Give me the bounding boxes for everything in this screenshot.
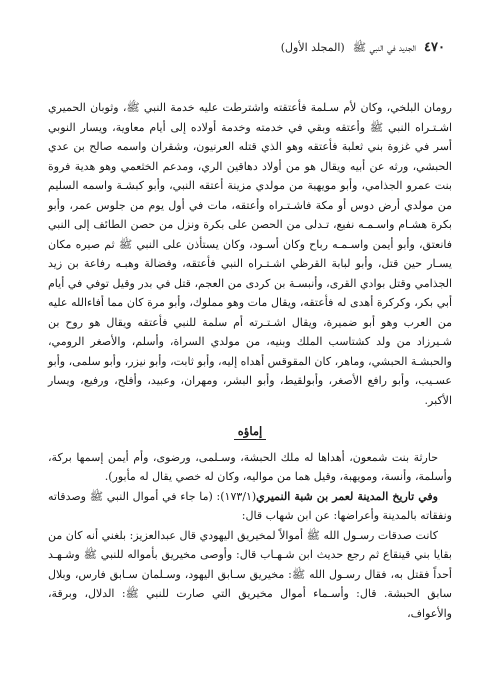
section-heading-text: إماؤه: [234, 424, 266, 440]
page-body: [48, 98, 452, 623]
citation-source: وفي تاريخ المدينة لعمر بن شبة النميري: [256, 489, 438, 503]
section-heading: [48, 422, 452, 442]
page-number: ٤٧٠: [424, 40, 445, 55]
page-header: [52, 40, 445, 57]
paragraph-sadaqat: كانت صدقات رسـول الله ﷺ أموالاً لمخيريق اليهودي قال عبدالعزيز: بلغني أنه كان من بقايا بني قينقاع ثم رجع حديث ابن شـهـاب قال: وأوصى مخيريق بأمواله للنبي ﷺ وشـهـد أحداً فقتل به، فقال رسـول الله ﷺ: مخيريق سـابق اليهود، وسـلمان سـابق فارس، وبلال سابق الحبشة. قال: وأسـماء أموال مخيريق التي صارت للنبي ﷺ: الدلال، وبرقة، والأعواف،: [48, 528, 452, 620]
paragraph-citation: [48, 487, 452, 526]
paragraph-maids: حارثة بنت شمعون، أهداها له ملك الحبشة، وسـلمى، ورضوى، وأم أيمن إسمها بركة، وأسلمة، وأنسة، ومويهبة، وقيل هما من مواليه، وكان له خصي يقال له مأبور).: [48, 450, 452, 483]
volume-label: (المجلد الأول): [280, 41, 345, 54]
running-title: الجديد في النبي ﷺ: [352, 41, 417, 54]
paragraph-freedmen: رومان البلخي، وكان لأم سـلمة فأعتقته واشترطت عليه خدمة النبي ﷺ، وثوبان الحميري اشـتـراه النبي ﷺ وأعتقه وبقي في خدمته وخدمة أولاده إلى أيام معاوية، ويسار النوبي أسر في غزوة بني ثعلبة فأعتقه وهو الذي قتله العرنيون، وشقران واسمه صالح بن عدي الحبشي، ورثه عن أبيه ويقال هو من أولاد دهاقين الري، ومدعم الخثعمي وهو هدية فروة بنت عمرو الجذامي، وأبو مويهبة من مولدي مزينة أعتقه النبي، وأبو كبشـة واسمه السليم من مولدي أرض دوس أو مكة فاشـتـراه وأعتقه، مات في أول يوم من جلوس عمر، وأبو بكرة هشـام واسـمـه نفيع، تـدلى من الحصن على بكرة ونزل من حصن الطائف إلى النبي فانعتق، وأبو أيمن واسـمـه رباح وكان أسـود، وكان يستأذن على النبي ﷺ ثم صيره مكان يسـار حين قتل، وأبو لبابة القرظي اشـتـراه النبي فأعتقه، وفضالة وهبـه رفاعة بن زيد الجذامي وقتل بوادي القرى، وأنبسـة بن كردى من العجم، قتل في بدر وقيل توفي في أيام أبي بكر، وكركرة أهدى له فأعتقه، ويقال مات وهو مملوك، وأبو مرة كان مما أفاءالله عليه من العرب وهو أبو ضميرة، ويقال اشـتـرته أم سلمة للنبي فأعتقه ويقال هو روح بن شـيرزاد من ولد كشتاسب الملك وبنيه، من مولدي السراة، وأسلم، والأصغر الرومي، والحبشـة الحبشي، وماهر، كان المقوقس أهداه إليه، وأبو ثابت، وأبو نيزر، وأبو سلمى، وأبو عسـيب، وأبو رافع الأصغر، وأبولقيط، وأبو البشر، ومهران، وعبيد، وأفلح، ورفيع، ويسار الأكبر.: [48, 101, 452, 407]
citation-text: (١٧٣/١): (ما جاء في أموال النبي ﷺ وصدقاته ونفقاته بالمدينة وأعراضها: عن ابن شهاب قال:: [48, 489, 452, 522]
